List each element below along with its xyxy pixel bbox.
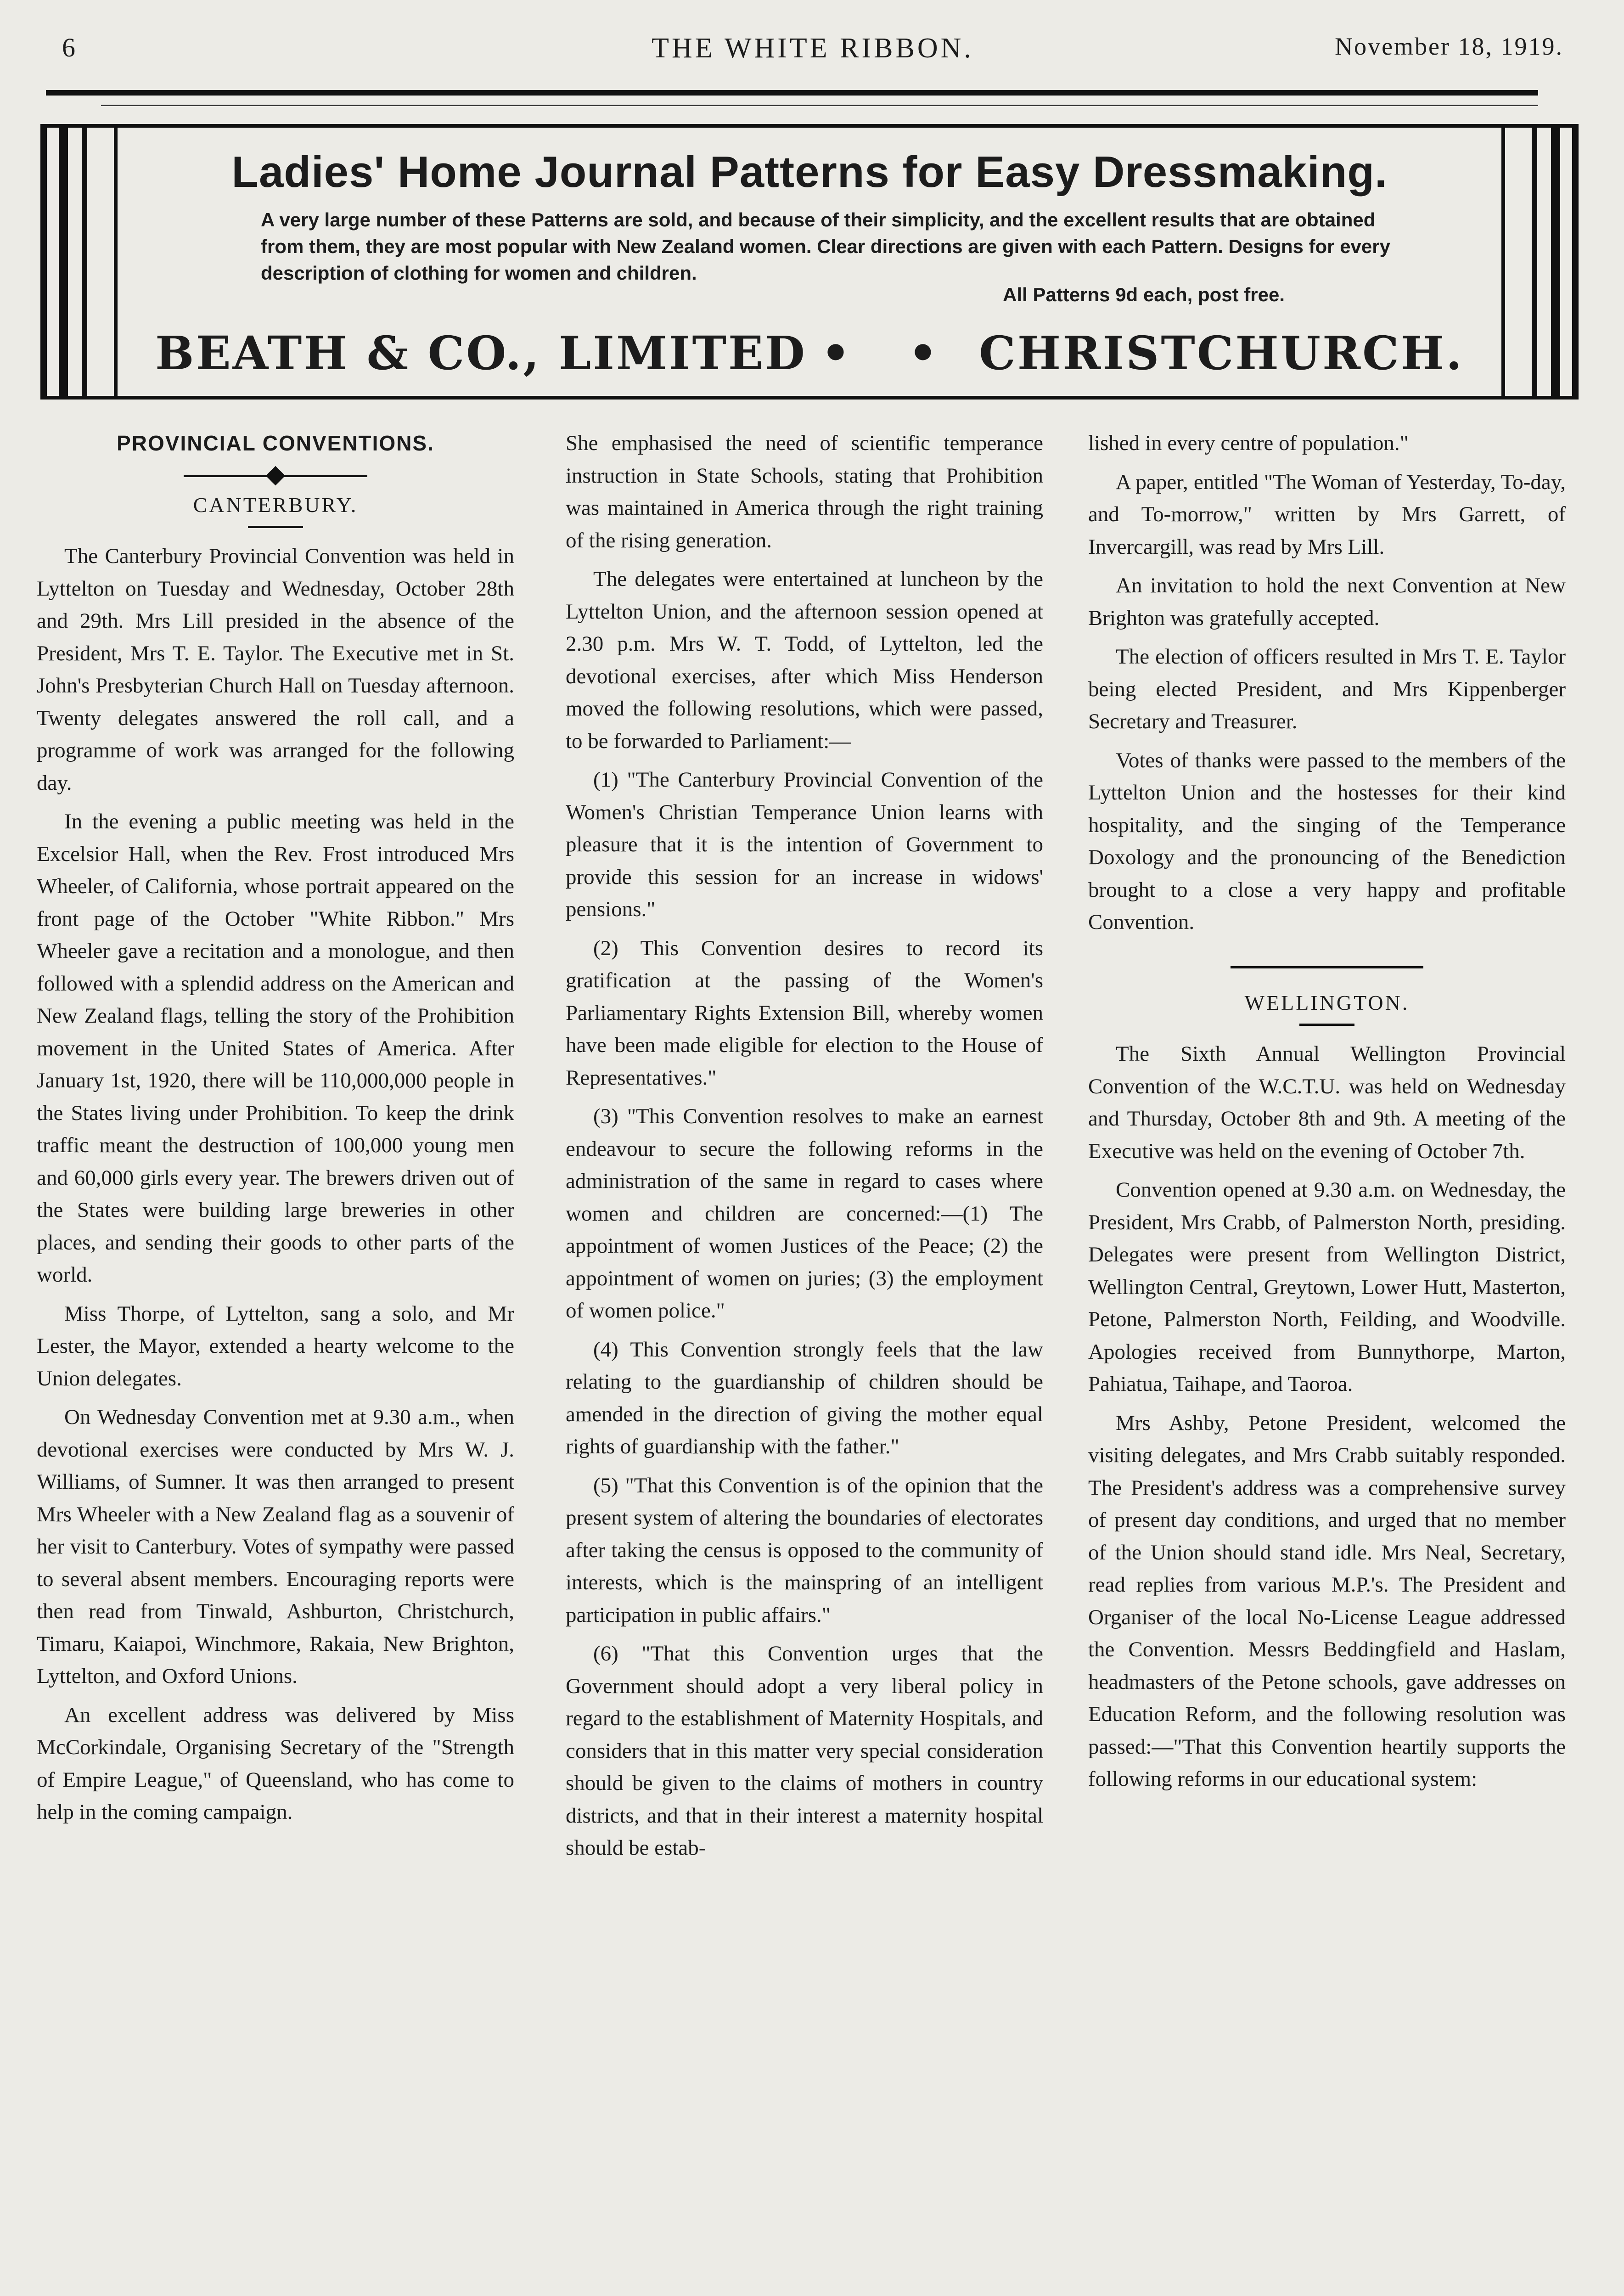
paragraph: The delegates were entertained at luncheon by the Lyttelton Union, and the afternoon session opened at 2.30 p.m. Mrs W. T. Todd, of Lyttelton, led the devotional exercises, after which Miss Henderson moved the following resolutions, which were passed, to be forwarded to Parliament:— <box>566 567 1043 753</box>
resolution: (4) This Convention strongly feels that the law relating to the guardianship of children should be amended in the direction of giving the mother equal rights of guardianship with the father." <box>566 1337 1043 1458</box>
resolution: (5) "That this Convention is of the opinion that the present system of altering the boundaries of electorates after taking the census is opposed to the community of interests, which is the mainspring of an intelligent participation in public affairs." <box>566 1473 1043 1627</box>
resolution: (2) This Convention desires to record its gratification at the passing of the Women's Parliamentary Rights Extension Bill, whereby women have been made eligible for election to the House of Representatives." <box>566 936 1043 1090</box>
page-header <box>62 32 1563 73</box>
column-1 <box>37 427 514 1829</box>
resolution: (6) "That this Convention urges that the Government should adopt a very liberal policy in regard to the establishment of Maternity Hospitals, and considers that in this matter very special consideration should be given to the claims of mothers in country districts, and that in their interest a maternity hospital should be estab- <box>566 1642 1043 1860</box>
ad-firm-line <box>155 326 1464 390</box>
paragraph: The election of officers resulted in Mrs T. E. Taylor being elected President, and Mrs Kippenberger Secretary and Treasurer. <box>1088 645 1566 733</box>
column-3 <box>1088 427 1566 1795</box>
paragraph: In the evening a public meeting was held in the Excelsior Hall, when the Rev. Frost introduced Mrs Wheeler, of California, whose portrait appeared on the front page of the October "White Ribbon." Mrs Wheeler gave a recitation and a monologue, and then followed with a splendid address on the American and New Zealand flags, telling the story of the Prohibition movement in the United States of America. After January 1st, 1920, there will be 110,000,000 people in the States living under Prohibition. To keep the drink traffic meant the destruction of 100,000 young men and 60,000 girls every year. The brewers driven out of the States were building large breweries in other places, and sending their goods to other parts of the world. <box>37 810 514 1287</box>
ad-border-right <box>1487 124 1579 400</box>
ad-headline: Ladies' Home Journal Patterns for Easy Dressmaking. <box>231 147 1388 197</box>
paragraph: She emphasised the need of scientific temperance instruction in State Schools, stating that Prohibition was maintained in America through the right training of the rising generation. <box>566 431 1043 552</box>
ad-body: A very large number of these Patterns are sold, and because of their simplicity, and the excellent results that are obtained from them, they are most popular with New Zealand women. Clear directions are given with each Pattern. Designs for every description of clothing for women and children. <box>261 209 1390 284</box>
ad-border-bottom <box>40 396 1579 400</box>
ad-separator-dot: • <box>908 326 939 380</box>
advertisement-box <box>40 124 1579 400</box>
ad-border-top <box>40 124 1579 128</box>
short-rule <box>248 526 303 528</box>
section-heading: PROVINCIAL CONVENTIONS. <box>117 431 434 455</box>
page-number: 6 <box>62 33 75 62</box>
paragraph: The Sixth Annual Wellington Provincial Convention of the W.C.T.U. was held on Wednesday and Thursday, October 8th and 9th. A meeting of the Executive was held on the evening of October 7th. <box>1088 1042 1566 1163</box>
ad-separator-dot: • <box>821 326 852 380</box>
column-2 <box>566 427 1043 1864</box>
ad-price: All Patterns 9d each, post free. <box>1003 284 1285 305</box>
paragraph: An invitation to hold the next Convention at New Brighton was gratefully accepted. <box>1088 574 1566 630</box>
ornamental-divider <box>184 467 367 485</box>
paragraph: Votes of thanks were passed to the members of the Lyttelton Union and the hostesses for their kind hospitality, and the singing of the Temperance Doxology and the pronouncing of the Benediction brought to a close a very happy and profitable Convention. <box>1088 748 1566 934</box>
resolution: (1) "The Canterbury Provincial Convention of the Women's Christian Temperance Union learns with pleasure that it is the intention of Government to provide this session for an increase in widows' pensions." <box>566 768 1043 921</box>
paragraph: Mrs Ashby, Petone President, welcomed the visiting delegates, and Mrs Crabb suitably responded. The President's address was a comprehensive survey of present day conditions, and urged that no member of the Union should stand idle. Mrs Neal, Secretary, read replies from various M.P.'s. The President and Organiser of the local No-License League addressed the Convention. Messrs Beddingfield and Haslam, headmasters of the Petone schools, gave addresses on Education Reform, and the following resolution was passed:—"That this Convention heartily supports the following reforms in our educational system: <box>1088 1411 1566 1791</box>
issue-date: November 18, 1919. <box>1335 33 1563 60</box>
ad-firm-city: CHRISTCHURCH. <box>979 326 1464 380</box>
paragraph: A paper, entitled "The Woman of Yesterday, To-day, and To-morrow," written by Mrs Garrett, of Invercargill, was read by Mrs Lill. <box>1088 470 1566 559</box>
paragraph: lished in every centre of population." <box>1088 431 1409 455</box>
section-rule <box>1231 966 1423 968</box>
paragraph: On Wednesday Convention met at 9.30 a.m., when devotional exercises were conducted by Mrs W. J. Williams, of Sumner. It was then arranged to present Mrs Wheeler with a New Zealand flag as a souvenir of her visit to Canterbury. Votes of sympathy were passed to several absent members. Encouraging reports were then read from Tinwald, Ashburton, Christchurch, Timaru, Kaiapoi, Winchmore, Rakaia, New Brighton, Lyttelton, and Oxford Unions. <box>37 1405 514 1688</box>
paragraph: An excellent address was delivered by Miss McCorkindale, Organising Secretary of the "Strength of Empire League," of Queensland, who has come to help in the coming campaign. <box>37 1703 514 1824</box>
header-rule <box>46 90 1538 96</box>
paragraph: Convention opened at 9.30 a.m. on Wednesday, the President, Mrs Crabb, of Palmerston North, presiding. Delegates were present from Wellington District, Wellington Central, Greytown, Lower Hutt, Masterton, Petone, Palmerston North, Feilding, and Woodville. Apologies received from Bunnythorpe, Marton, Pahiatua, Taihape, and Taoroa. <box>1088 1178 1566 1396</box>
subheading-canterbury: CANTERBURY. <box>193 493 358 517</box>
paragraph: Miss Thorpe, of Lyttelton, sang a solo, and Mr Lester, the Mayor, extended a hearty welcome to the Union delegates. <box>37 1301 514 1390</box>
ad-firm-name: BEATH & CO., LIMITED <box>155 326 807 380</box>
subheading-wellington: WELLINGTON. <box>1244 990 1410 1014</box>
resolution: (3) "This Convention resolves to make an earnest endeavour to secure the following reforms in the administration of the same in regard to cases where women and children are concerned:—(1) The appointment of women Justices of the Peace; (2) the appointment of women on juries; (3) the employment of women police." <box>566 1104 1043 1322</box>
publication-title: THE WHITE RIBBON. <box>652 33 974 64</box>
short-rule <box>1299 1024 1354 1026</box>
ad-border-left <box>40 124 132 400</box>
paragraph: The Canterbury Provincial Convention was held in Lyttelton on Tuesday and Wednesday, October 28th and 29th. Mrs Lill presided in the absence of the President, Mrs T. E. Taylor. The Executive met in St. John's Presbyterian Church Hall on Tuesday afternoon. Twenty delegates answered the roll call, and a programme of work was arranged for the following day. <box>37 544 514 795</box>
header-rule-thin <box>101 105 1538 106</box>
